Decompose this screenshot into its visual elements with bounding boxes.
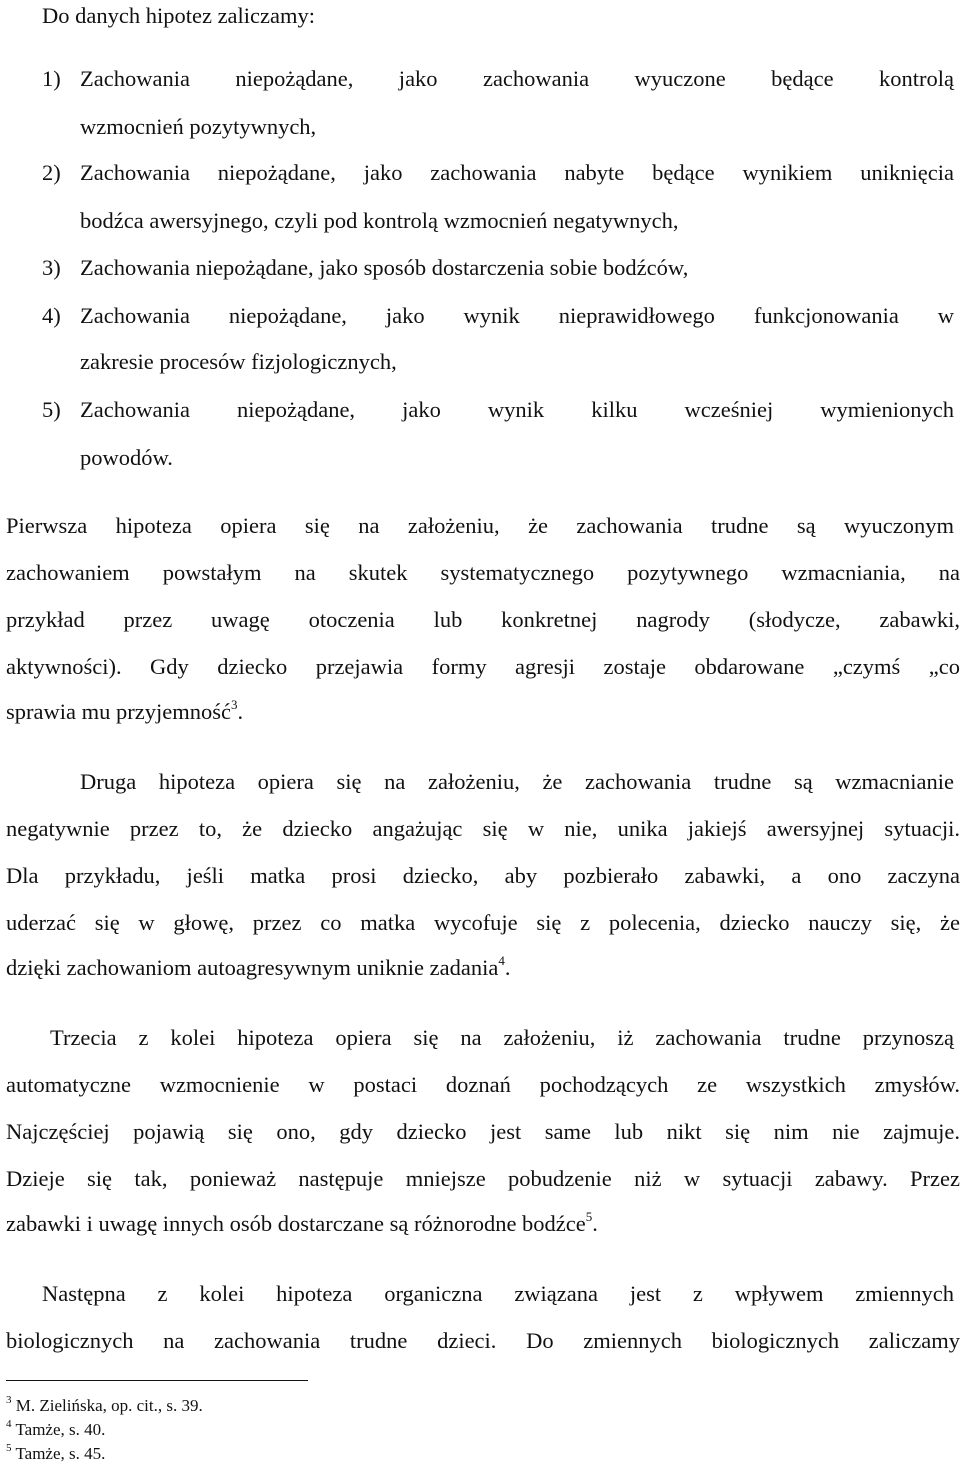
footnote-reference: 5 [585, 1208, 593, 1224]
paragraph-line: zachowaniem powstałym na skutek systematycznego pozytywnego wzmacniania, na [6, 560, 960, 585]
footnote-text: Tamże, s. 45. [15, 1444, 106, 1463]
footnote-separator [6, 1380, 308, 1381]
footnote-number: 3 [6, 1394, 12, 1407]
paragraph-first-line: Pierwsza hipoteza opiera się na założeniu, że zachowania trudne są wyuczonym [6, 513, 954, 538]
paragraph-line: Dla przykładu, jeśli matka prosi dziecko, aby pozbierało zabawki, a ono zaczyna [6, 863, 960, 888]
list-number: 4) [42, 303, 61, 328]
paragraph-line: Dzieje się tak, ponieważ następuje mniejsze pobudzenie niż w sytuacji zabawy. Przez [6, 1166, 960, 1191]
list-number: 1) [42, 66, 61, 91]
list-item-text: Zachowania niepożądane, jako sposób dostarczenia sobie bodźców, [80, 255, 689, 280]
footnote-reference: 4 [498, 952, 505, 968]
paragraph-line: negatywnie przez to, że dziecko angażując się w nie, unika jakiejś awersyjnej sytuacji. [6, 816, 960, 841]
footnote-reference: 3 [230, 696, 238, 712]
footnote [6, 1420, 105, 1440]
paragraph-last-line: sprawia mu przyjemność$^3$. [6, 696, 244, 724]
paragraph-line: uderzać się w głowę, przez co matka wycofuje się z polecenia, dziecko nauczy się, że [6, 910, 960, 935]
list-item-text: Zachowania niepożądane, jako wynik kilku wcześniej wymienionych [80, 397, 954, 422]
paragraph-first-line: Trzecia z kolei hipoteza opiera się na założeniu, iż zachowania trudne przynoszą [50, 1025, 954, 1050]
list-item-text: Zachowania niepożądane, jako zachowania wyuczone będące kontrolą [80, 66, 954, 91]
paragraph-line: przykład przez uwagę otoczenia lub konkretnej nagrody (słodycze, zabawki, [6, 607, 960, 632]
list-item-text: powodów. [80, 445, 173, 470]
paragraph-last-line: zabawki i uwagę innych osób dostarczane są różnorodne bodźce$^5$. [6, 1208, 598, 1236]
list-item-text: Zachowania niepożądane, jako zachowania nabyte będące wynikiem uniknięcia [80, 160, 954, 185]
paragraph-line: Najczęściej pojawią się ono, gdy dziecko jest same lub nikt się nim nie zajmuje. [6, 1119, 960, 1144]
footnote-text: M. Zielińska, op. cit., s. 39. [15, 1396, 203, 1415]
footnote [6, 1444, 105, 1464]
paragraph-line: aktywności). Gdy dziecko przejawia formy agresji zostaje obdarowane „czymś „co [6, 654, 960, 679]
paragraph-first-line: Druga hipoteza opiera się na założeniu, że zachowania trudne są wzmacnianie [80, 769, 954, 794]
paragraph-line: biologicznych na zachowania trudne dzieci. Do zmiennych biologicznych zaliczamy [6, 1328, 960, 1353]
paragraph-first-line: Następna z kolei hipoteza organiczna związana jest z wpływem zmiennych [42, 1281, 954, 1306]
intro-heading: Do danych hipotez zaliczamy: [42, 3, 316, 28]
list-number: 5) [42, 397, 61, 422]
list-item-text: wzmocnień pozytywnych, [80, 114, 317, 139]
list-item-text: bodźca awersyjnego, czyli pod kontrolą wzmocnień negatywnych, [80, 208, 679, 233]
list-item-text: zakresie procesów fizjologicznych, [80, 349, 397, 374]
list-item-text: Zachowania niepożądane, jako wynik nieprawidłowego funkcjonowania w [80, 303, 954, 328]
paragraph-line: automatyczne wzmocnienie w postaci doznań pochodzących ze wszystkich zmysłów. [6, 1072, 960, 1097]
footnote-number: 4 [6, 1418, 12, 1431]
footnote-text: Tamże, s. 40. [15, 1420, 106, 1439]
footnote-number: 5 [6, 1442, 12, 1455]
list-number: 2) [42, 160, 61, 185]
paragraph-last-line: dzięki zachowaniom autoagresywnym uniknie zadania$^4$. [6, 952, 511, 980]
list-number: 3) [42, 255, 61, 280]
footnote [6, 1396, 203, 1416]
